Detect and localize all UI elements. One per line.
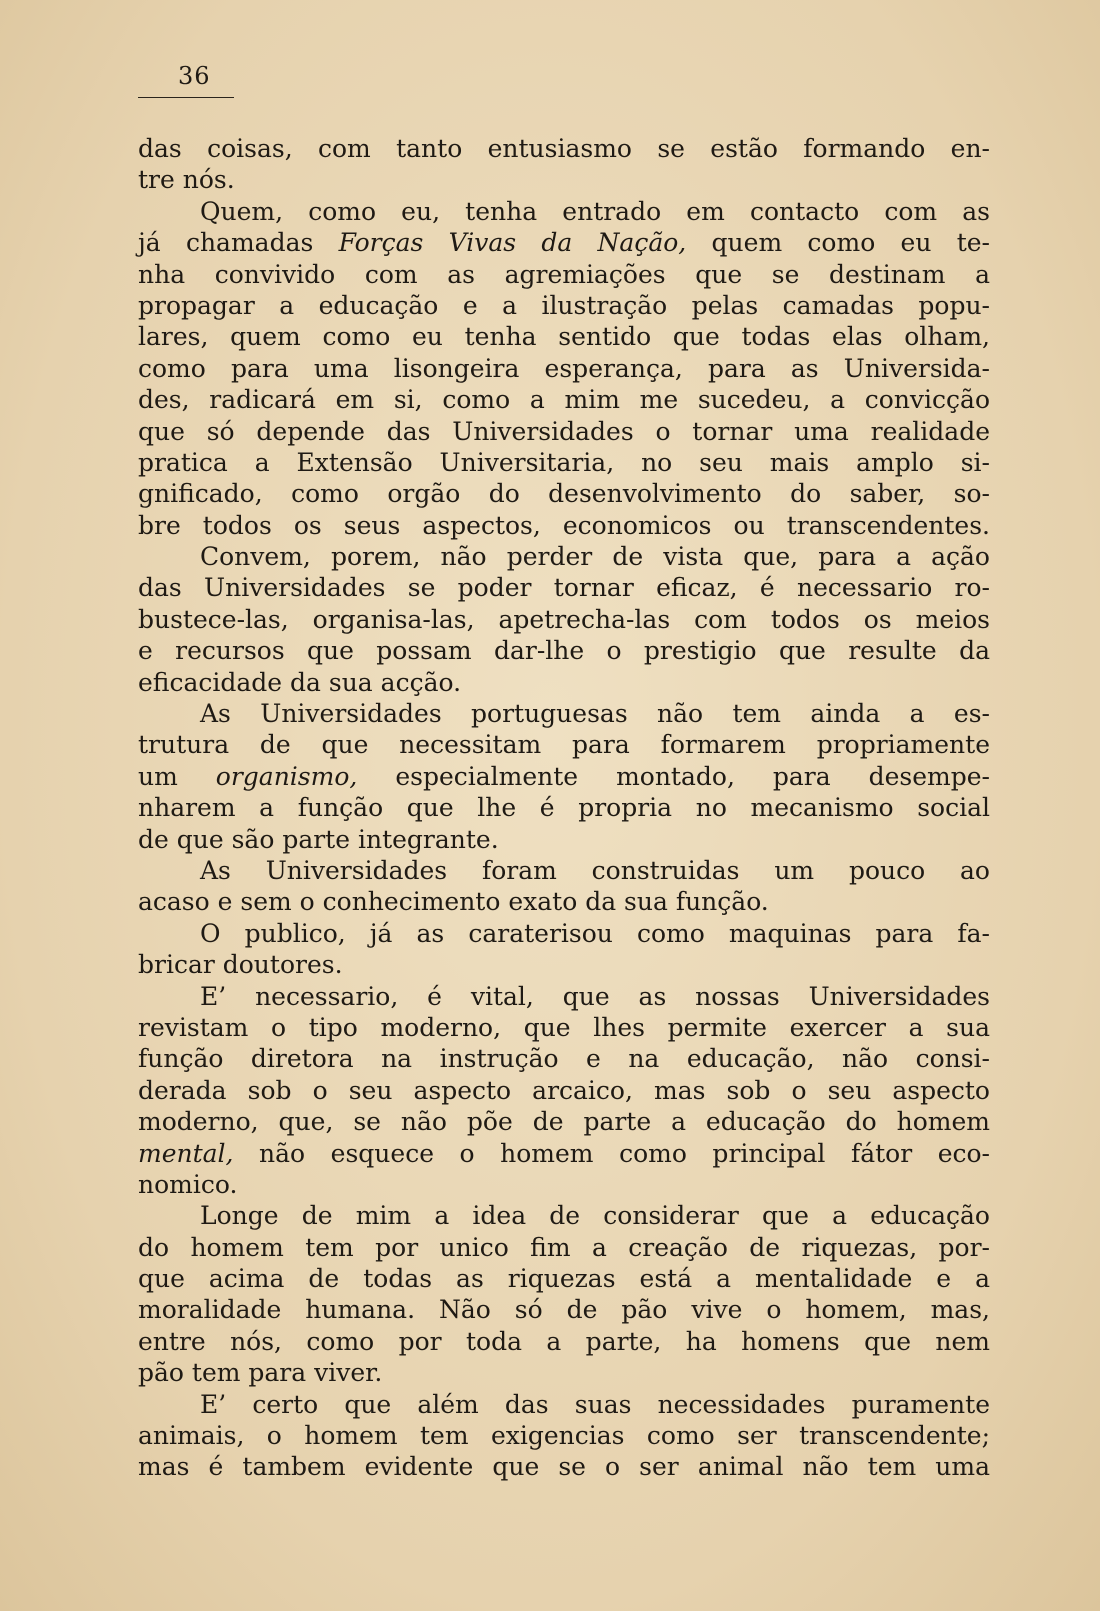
text-segment: revistam o tipo moderno, que lhes permite exercer a sua — [138, 1012, 990, 1042]
text-segment: bustece-las, organisa-las, apetrecha-las com todos os meios — [138, 604, 990, 634]
text-line — [138, 384, 990, 415]
text-segment: tre nós. — [138, 165, 235, 195]
text-segment: especialmente montado, para desempe- — [357, 761, 990, 791]
text-line — [138, 321, 990, 352]
italic-phrase: mental, — [138, 1138, 234, 1168]
text-line — [138, 1138, 990, 1169]
text-line — [138, 761, 990, 792]
text-line — [138, 416, 990, 447]
page-number: 36 — [178, 62, 211, 90]
text-line — [138, 1389, 990, 1420]
text-line — [138, 1106, 990, 1137]
text-segment: derada sob o seu aspecto arcaico, mas sob o seu aspecto — [138, 1075, 990, 1105]
text-line — [138, 541, 990, 572]
text-segment: nomico. — [138, 1169, 238, 1199]
text-line — [138, 1043, 990, 1074]
text-segment: nharem a função que lhe é propria no mecanismo social — [138, 793, 990, 823]
text-segment: um — [138, 761, 216, 791]
header-rule — [138, 97, 234, 98]
text-segment: As Universidades foram construidas um pouco ao — [200, 855, 990, 885]
text-line — [138, 635, 990, 666]
body-text — [138, 133, 990, 1483]
text-segment: mas é tambem evidente que se o ser animal não tem uma — [138, 1452, 990, 1482]
text-segment: moderno, que, se não põe de parte a educação do homem — [138, 1107, 990, 1137]
text-line — [138, 1326, 990, 1357]
text-line — [138, 133, 990, 164]
text-line — [138, 353, 990, 384]
text-line — [138, 604, 990, 635]
text-line — [138, 447, 990, 478]
text-segment: propagar a educação e a ilustração pelas camadas popu- — [138, 290, 990, 320]
text-segment: E’ necessario, é vital, que as nossas Universidades — [200, 981, 990, 1011]
text-segment: O publico, já as caraterisou como maquinas para fa- — [200, 918, 990, 948]
text-segment: de que são parte integrante. — [138, 824, 499, 854]
text-line — [138, 1075, 990, 1106]
text-segment: Longe de mim a idea de considerar que a educação — [200, 1201, 990, 1231]
text-line — [138, 1420, 990, 1451]
text-line — [138, 478, 990, 509]
text-segment: moralidade humana. Não só de pão vive o homem, mas, — [138, 1295, 990, 1325]
text-line — [138, 667, 990, 698]
italic-phrase: Forças Vivas da Nação, — [338, 228, 687, 258]
text-line — [138, 886, 990, 917]
text-segment: que só depende das Universidades o tornar uma realidade — [138, 416, 990, 446]
text-line — [138, 164, 990, 195]
text-line — [138, 729, 990, 760]
text-line — [138, 792, 990, 823]
text-segment: acaso e sem o conhecimento exato da sua função. — [138, 887, 769, 917]
text-line — [138, 510, 990, 541]
text-segment: lares, quem como eu tenha sentido que todas elas olham, — [138, 322, 990, 352]
text-segment: As Universidades portuguesas não tem ainda a es- — [200, 699, 990, 729]
text-line — [138, 1294, 990, 1325]
text-line — [138, 1357, 990, 1388]
text-segment: que acima de todas as riquezas está a mentalidade e a — [138, 1264, 990, 1294]
text-line — [138, 1263, 990, 1294]
text-segment: não esquece o homem como principal fátor eco- — [233, 1138, 990, 1168]
text-segment: animais, o homem tem exigencias como ser transcendente; — [138, 1421, 990, 1451]
italic-phrase: organismo, — [215, 761, 358, 791]
text-segment: bre todos os seus aspectos, economicos ou transcendentes. — [138, 510, 990, 540]
text-segment: quem como eu te- — [686, 228, 991, 258]
text-line — [138, 290, 990, 321]
text-segment: já chamadas — [138, 228, 339, 258]
text-line — [138, 918, 990, 949]
text-segment: como para uma lisongeira esperança, para as Universida- — [138, 353, 990, 383]
text-line — [138, 1012, 990, 1043]
text-segment: pratica a Extensão Universitaria, no seu mais amplo si- — [138, 447, 990, 477]
text-line — [138, 824, 990, 855]
text-line — [138, 981, 990, 1012]
text-line — [138, 259, 990, 290]
text-line — [138, 698, 990, 729]
text-segment: trutura de que necessitam para formarem propriamente — [138, 730, 990, 760]
text-line — [138, 1200, 990, 1231]
text-segment: entre nós, como por toda a parte, ha homens que nem — [138, 1326, 990, 1356]
text-segment: pão tem para viver. — [138, 1358, 383, 1388]
text-line — [138, 1451, 990, 1482]
text-segment: des, radicará em si, como a mim me sucedeu, a convicção — [138, 385, 990, 415]
text-segment: das coisas, com tanto entusiasmo se estão formando en- — [138, 134, 990, 163]
text-segment: nha convivido com as agremiações que se destinam a — [138, 259, 990, 289]
text-segment: eficacidade da sua acção. — [138, 667, 462, 697]
text-line — [138, 196, 990, 227]
text-segment: das Universidades se poder tornar eficaz, é necessario ro- — [138, 573, 990, 603]
text-segment: gnificado, como orgão do desenvolvimento do saber, so- — [138, 479, 990, 509]
text-segment: função diretora na instrução e na educação, não consi- — [138, 1044, 990, 1074]
text-line — [138, 1169, 990, 1200]
text-segment: do homem tem por unico fim a creação de riquezas, por- — [138, 1232, 990, 1262]
text-segment: Quem, como eu, tenha entrado em contacto com as — [200, 196, 990, 226]
text-line — [138, 855, 990, 886]
text-line — [138, 1232, 990, 1263]
text-line — [138, 572, 990, 603]
text-line — [138, 949, 990, 980]
text-segment: Convem, porem, não perder de vista que, para a ação — [200, 542, 990, 572]
text-segment: E’ certo que além das suas necessidades puramente — [200, 1389, 990, 1419]
text-segment: e recursos que possam dar-lhe o prestigio que resulte da — [138, 636, 990, 666]
text-line — [138, 227, 990, 258]
text-segment: bricar doutores. — [138, 950, 343, 980]
